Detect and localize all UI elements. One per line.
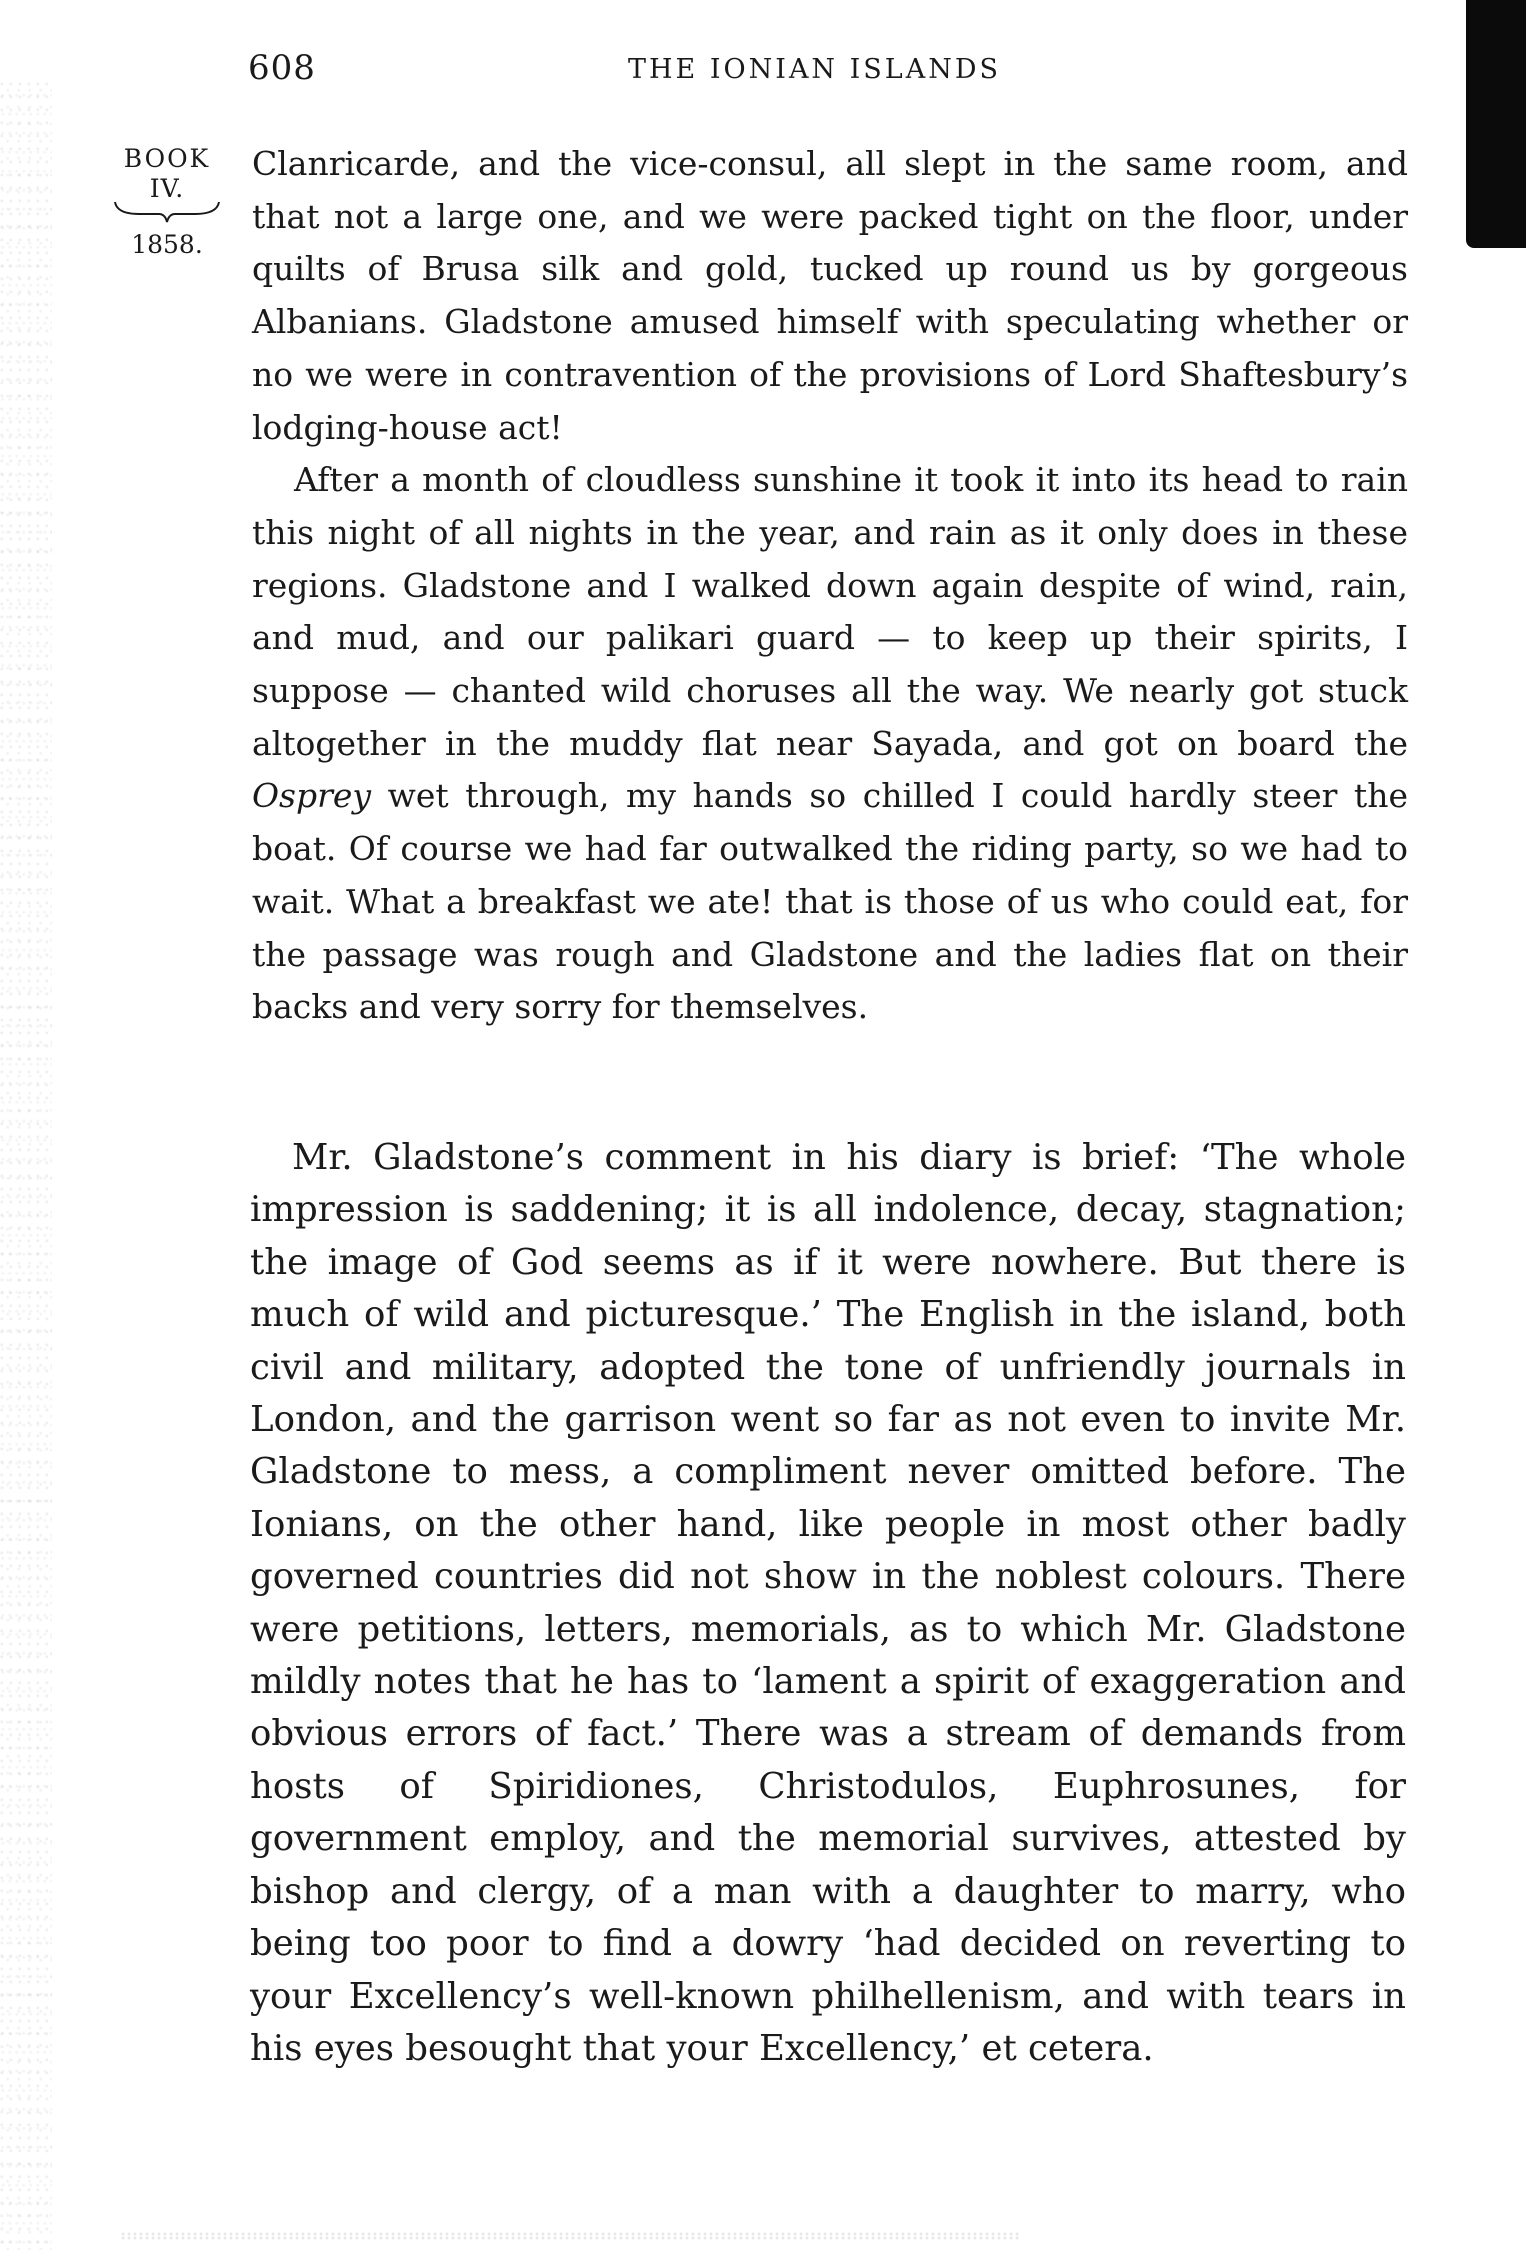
extract-paragraph-2-start: After a month of cloudless sunshine it took it into its head to rain this night of all nights in the year, and rain as it only does in these regions. Gladstone and I walked down again despite of wind, rain, and mud, and our palikari guard — to keep up their spirits, I suppose — chanted wild choruses all the way. We nearly got stuck altogether in the muddy flat near Sayada, and got on board the — [252, 460, 1408, 763]
scan-edge-mark — [1466, 0, 1526, 248]
margin-note — [108, 144, 226, 260]
extract-paragraph-2-end: wet through, my hands so chilled I could hardly steer the boat. Of course we had far outwalked the riding party, so we had to wait. What a breakfast we ate! that is those of us who could eat, for the passage was rough and Gladstone and the ladies flat on their backs and very sorry for themselves. — [252, 776, 1408, 1027]
page-number: 608 — [248, 48, 316, 88]
extract-paragraph-1: Clanricarde, and the vice-consul, all slept in the same room, and that not a large one, and we were packed tight on the floor, under quilts of Brusa silk and gold, tucked up round us by gorgeous Albanians. Gladstone amused himself with speculating whether or no we were in contravention of the provisions of Lord Shaftesbury’s lodging-house act! — [252, 144, 1408, 447]
running-head — [248, 48, 1408, 98]
scan-bottom-noise — [120, 2232, 1020, 2240]
quoted-extract — [252, 138, 1408, 1034]
scan-gutter-noise — [0, 80, 52, 2250]
running-title: THE IONIAN ISLANDS — [628, 54, 1002, 85]
margin-year: 1858. — [131, 230, 203, 259]
body-paragraph-1: Mr. Gladstone’s comment in his diary is brief: ‘The whole impression is saddening; it is all indolence, decay, stagnation; the image of God seems as if it were nowhere. But there is much of wild and picturesque.’ The English in the island, both civil and military, adopted the tone of unfriendly journals in London, and the garrison went so far as not even to invite Mr. Gladstone to mess, a compliment never omitted before. The Ionians, on the other hand, like people in most other badly governed countries did not show in the noblest colours. There were petitions, letters, memorials, as to which Mr. Gladstone mildly notes that he has to ‘lament a spirit of exaggeration and obvious errors of fact.’ There was a stream of demands from hosts of Spiridiones, Christodulos, Euphrosunes, for government employ, and the memorial survives, attested by bishop and clergy, of a man with a daughter to marry, who being too poor to find a dowry ‘had decided on reverting to your Excellency’s well-known philhellenism, and with tears in his eyes besought that your Excellency,’ et cetera. — [250, 1137, 1406, 2069]
margin-volume-label: IV. — [149, 174, 185, 203]
extract-paragraph-2 — [252, 454, 1408, 1034]
body-text — [250, 1132, 1406, 2075]
margin-book-label: BOOK — [123, 144, 211, 173]
ship-name: Osprey — [252, 776, 372, 816]
